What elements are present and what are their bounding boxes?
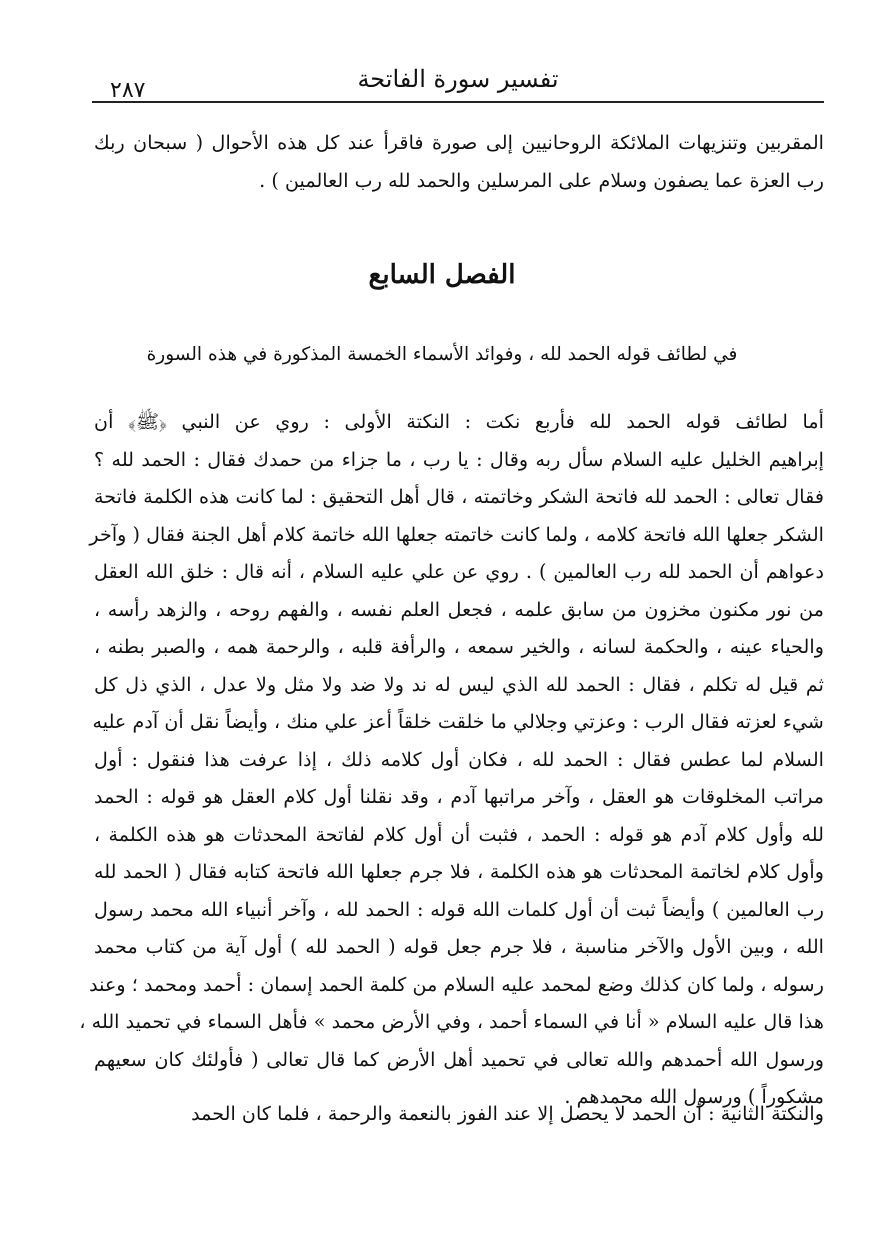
- text-line: رب العزة عما يصفون وسلام على المرسلين والحمد لله رب العالمين ) .: [259, 168, 824, 192]
- text-line: ثم قيل له تكلم ، فقال : الحمد لله الذي ليس له ند ولا ضد ولا مثل ولا عدل ، الذي ذل كل: [94, 672, 824, 696]
- text-line: فقال تعالى : الحمد لله فاتحة الشكر وخاتمته ، قال أهل التحقيق : لما كانت هذه الكلمة فاتحة: [94, 485, 824, 508]
- text-line: والحياء عينه ، والحكمة لسانه ، والخير سمعه ، والرأفة قلبه ، والرحمة همه ، والصبر بطنه ،: [94, 635, 824, 658]
- text-line: رب العالمين ) وأيضاً ثبت أن أول كلمات الله قوله : الحمد لله ، وآخر أنبياء الله محمد رسول: [94, 897, 824, 921]
- text-line: مشكوراً ) ورسول الله محمدهم .: [564, 1085, 824, 1108]
- header-rule: [92, 101, 824, 103]
- text-line: ورسول الله أحمدهم والله تعالى في تحميد أهل الأرض كما قال تعالى ( فأولئك كان سعيهم: [94, 1047, 824, 1071]
- text-line: وأول كلام لخاتمة المحدثات هو هذه الكلمة ، فلا جرم جعلها الله فاتحة كتابه فقال ( الحمد لله: [94, 860, 824, 883]
- section-heading: الفصل السابع: [368, 260, 516, 290]
- body-paragraph: [79, 403, 824, 1116]
- running-title: تفسير سورة الفاتحة: [357, 65, 559, 93]
- text-line: رسوله ، ولما كان كذلك وضع لمحمد عليه السلام من كلمة الحمد إسمان : أحمد ومحمد ؛ وعند: [89, 972, 824, 996]
- intro-paragraph: [94, 124, 824, 199]
- text-line: والنكتة الثانية : أن الحمد لا يحصل إلا عند الفوز بالنعمة والرحمة ، فلما كان الحمد: [191, 1102, 824, 1125]
- text-line: المقربين وتنزيهات الملائكة الروحانيين إلى صورة فاقرأ عند كل هذه الأحوال ( سبحان ربك: [94, 131, 824, 154]
- text-line: مراتب المخلوقات هو العقل ، وآخر مراتبها آدم ، وقد نقلنا أول كلام العقل هو قوله : الحمد: [94, 785, 824, 808]
- text-line: أما لطائف قوله الحمد لله فأربع نكت : النكتة الأولى : روي عن النبي ﴿ﷺ﴾ أن: [94, 410, 824, 433]
- text-line: إبراهيم الخليل عليه السلام سأل ربه وقال : يا رب ، ما جزاء من حمدك فقال : الحمد لله ؟: [94, 447, 824, 471]
- text-line: شيء لعزته فقال الرب : وعزتي وجلالي ما خلقت خلقاً أعز علي منك ، وأيضاً نقل أن آدم عليه: [92, 710, 824, 733]
- text-line: هذا قال عليه السلام « أنا في السماء أحمد ، وفي الأرض محمد » فأهل السماء في تحميد الله ،: [79, 1010, 824, 1033]
- text-line: الله ، وبين الأول والآخر مناسبة ، فلا جرم جعل قوله ( الحمد لله ) أول آية من كتاب محمد: [94, 935, 824, 958]
- text-line: دعواهم أن الحمد لله رب العالمين ) . روي عن علي عليه السلام ، أنه قال : خلق الله العقل: [94, 560, 824, 583]
- page-number: ٢٨٧: [110, 78, 146, 103]
- final-paragraph: [94, 1095, 824, 1133]
- text-line: السلام لما عطس فقال : الحمد لله ، فكان أول كلامه ذلك ، إذا عرفت هذا فنقول : أول: [94, 747, 824, 771]
- section-subheading: في لطائف قوله الحمد لله ، وفوائد الأسماء الخمسة المذكورة في هذه السورة: [146, 344, 738, 365]
- text-line: من نور مكنون مخزون من سابق علمه ، فجعل العلم نفسه ، والفهم روحه ، والزهد رأسه ،: [94, 597, 824, 621]
- text-line: الشكر جعلها الله فاتحة كلامه ، ولما كانت خاتمته جعلها الله خاتمة كلام أهل الجنة فقال ( وآخر: [89, 522, 824, 546]
- page-header: [92, 56, 824, 108]
- text-line: لله وأول كلام آدم هو قوله : الحمد ، فثبت أن أول كلام لفاتحة المحدثات هو هذه الكلمة ،: [94, 822, 824, 846]
